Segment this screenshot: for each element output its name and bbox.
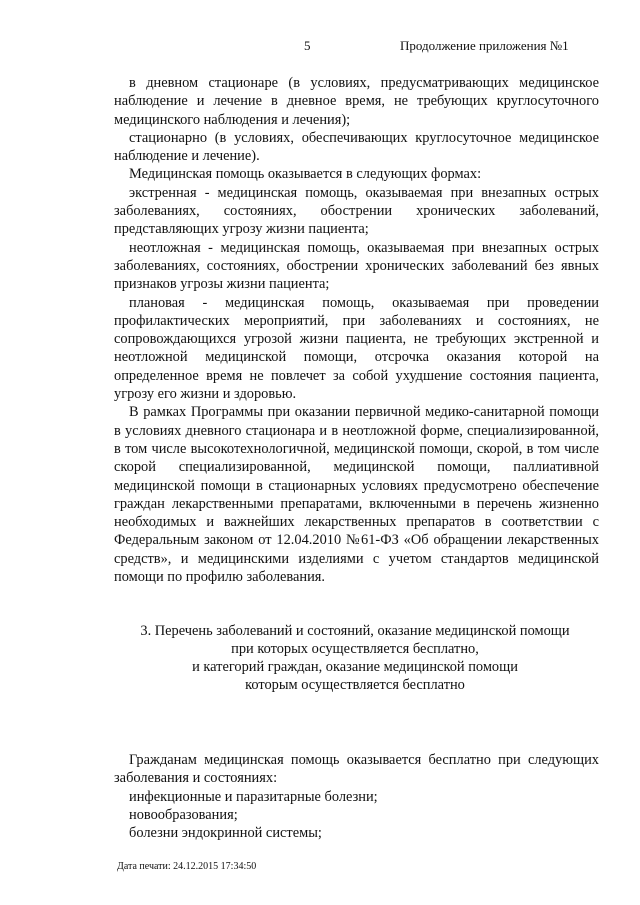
paragraph: В рамках Программы при оказании первичной медико-санитарной помощи в условиях дневного стационара и в неотложной форме, специализированной, в том числе высокотехнологичной, медицинской помощи, скорой, в том числе скорой специализированной, медицинской помощи, паллиативной медицинской помощи в стационарных условиях предусмотрено обеспечение граждан лекарственными препаратами, включенными в перечень жизненно необходимых и важнейших лекарственных препаратов в соответствии с Федеральным законом от 12.04.2010 №61-ФЗ «Об обращении лекарственных средств», и медицинскими изделиями с учетом стандартов медицинской помощи по профилю заболевания.: [114, 404, 599, 586]
section-heading-line: при которых осуществляется бесплатно,: [231, 641, 479, 657]
list-item: болезни эндокринной системы;: [129, 825, 322, 842]
appendix-header: Продолжение приложения №1: [400, 38, 569, 53]
page-number: 5: [304, 38, 311, 53]
list-item: новообразования;: [129, 806, 238, 823]
paragraph: неотложная - медицинская помощь, оказываемая при внезапных острых заболеваниях, состояниях, обострении хронических заболеваний без явных признаков угрозы жизни пациента;: [114, 239, 599, 293]
paragraph: стационарно (в условиях, обеспечивающих круглосуточное медицинское наблюдение и лечение).: [114, 129, 599, 165]
body-text: [114, 74, 599, 586]
paragraph: Медицинская помощь оказывается в следующих формах:: [129, 166, 482, 183]
paragraph: Гражданам медицинская помощь оказывается бесплатно при следующих заболевания и состояниях:: [114, 752, 599, 787]
section-heading-line: и категорий граждан, оказание медицинской помощи: [192, 659, 518, 675]
paragraph: экстренная - медицинская помощь, оказываемая при внезапных острых заболеваниях, состояниях, обострении хронических заболеваний, представляющих угрозу жизни пациента;: [114, 184, 599, 238]
section-body: [114, 751, 599, 842]
paragraph: в дневном стационаре (в условиях, предусматривающих медицинское наблюдение и лечение в дневное время, не требующих круглосуточного медицинского наблюдения и лечения);: [114, 75, 599, 128]
section-heading: [110, 622, 600, 694]
paragraph: плановая - медицинская помощь, оказываемая при проведении профилактических мероприятий, при заболеваниях и состояниях, не сопровождающихся угрозой жизни пациента, не требующих экстренной и неотложной медицинской помощи, отсрочка оказания которой на определенное время не повлечет за собой ухудшение состояния пациента, угрозу его жизни и здоровью.: [114, 294, 599, 403]
section-heading-line: которым осуществляется бесплатно: [245, 677, 465, 693]
list-item: инфекционные и паразитарные болезни;: [129, 788, 378, 805]
section-heading-line: 3. Перечень заболеваний и состояний, оказание медицинской помощи: [140, 623, 570, 639]
print-date-footer: Дата печати: 24.12.2015 17:34:50: [117, 861, 257, 872]
